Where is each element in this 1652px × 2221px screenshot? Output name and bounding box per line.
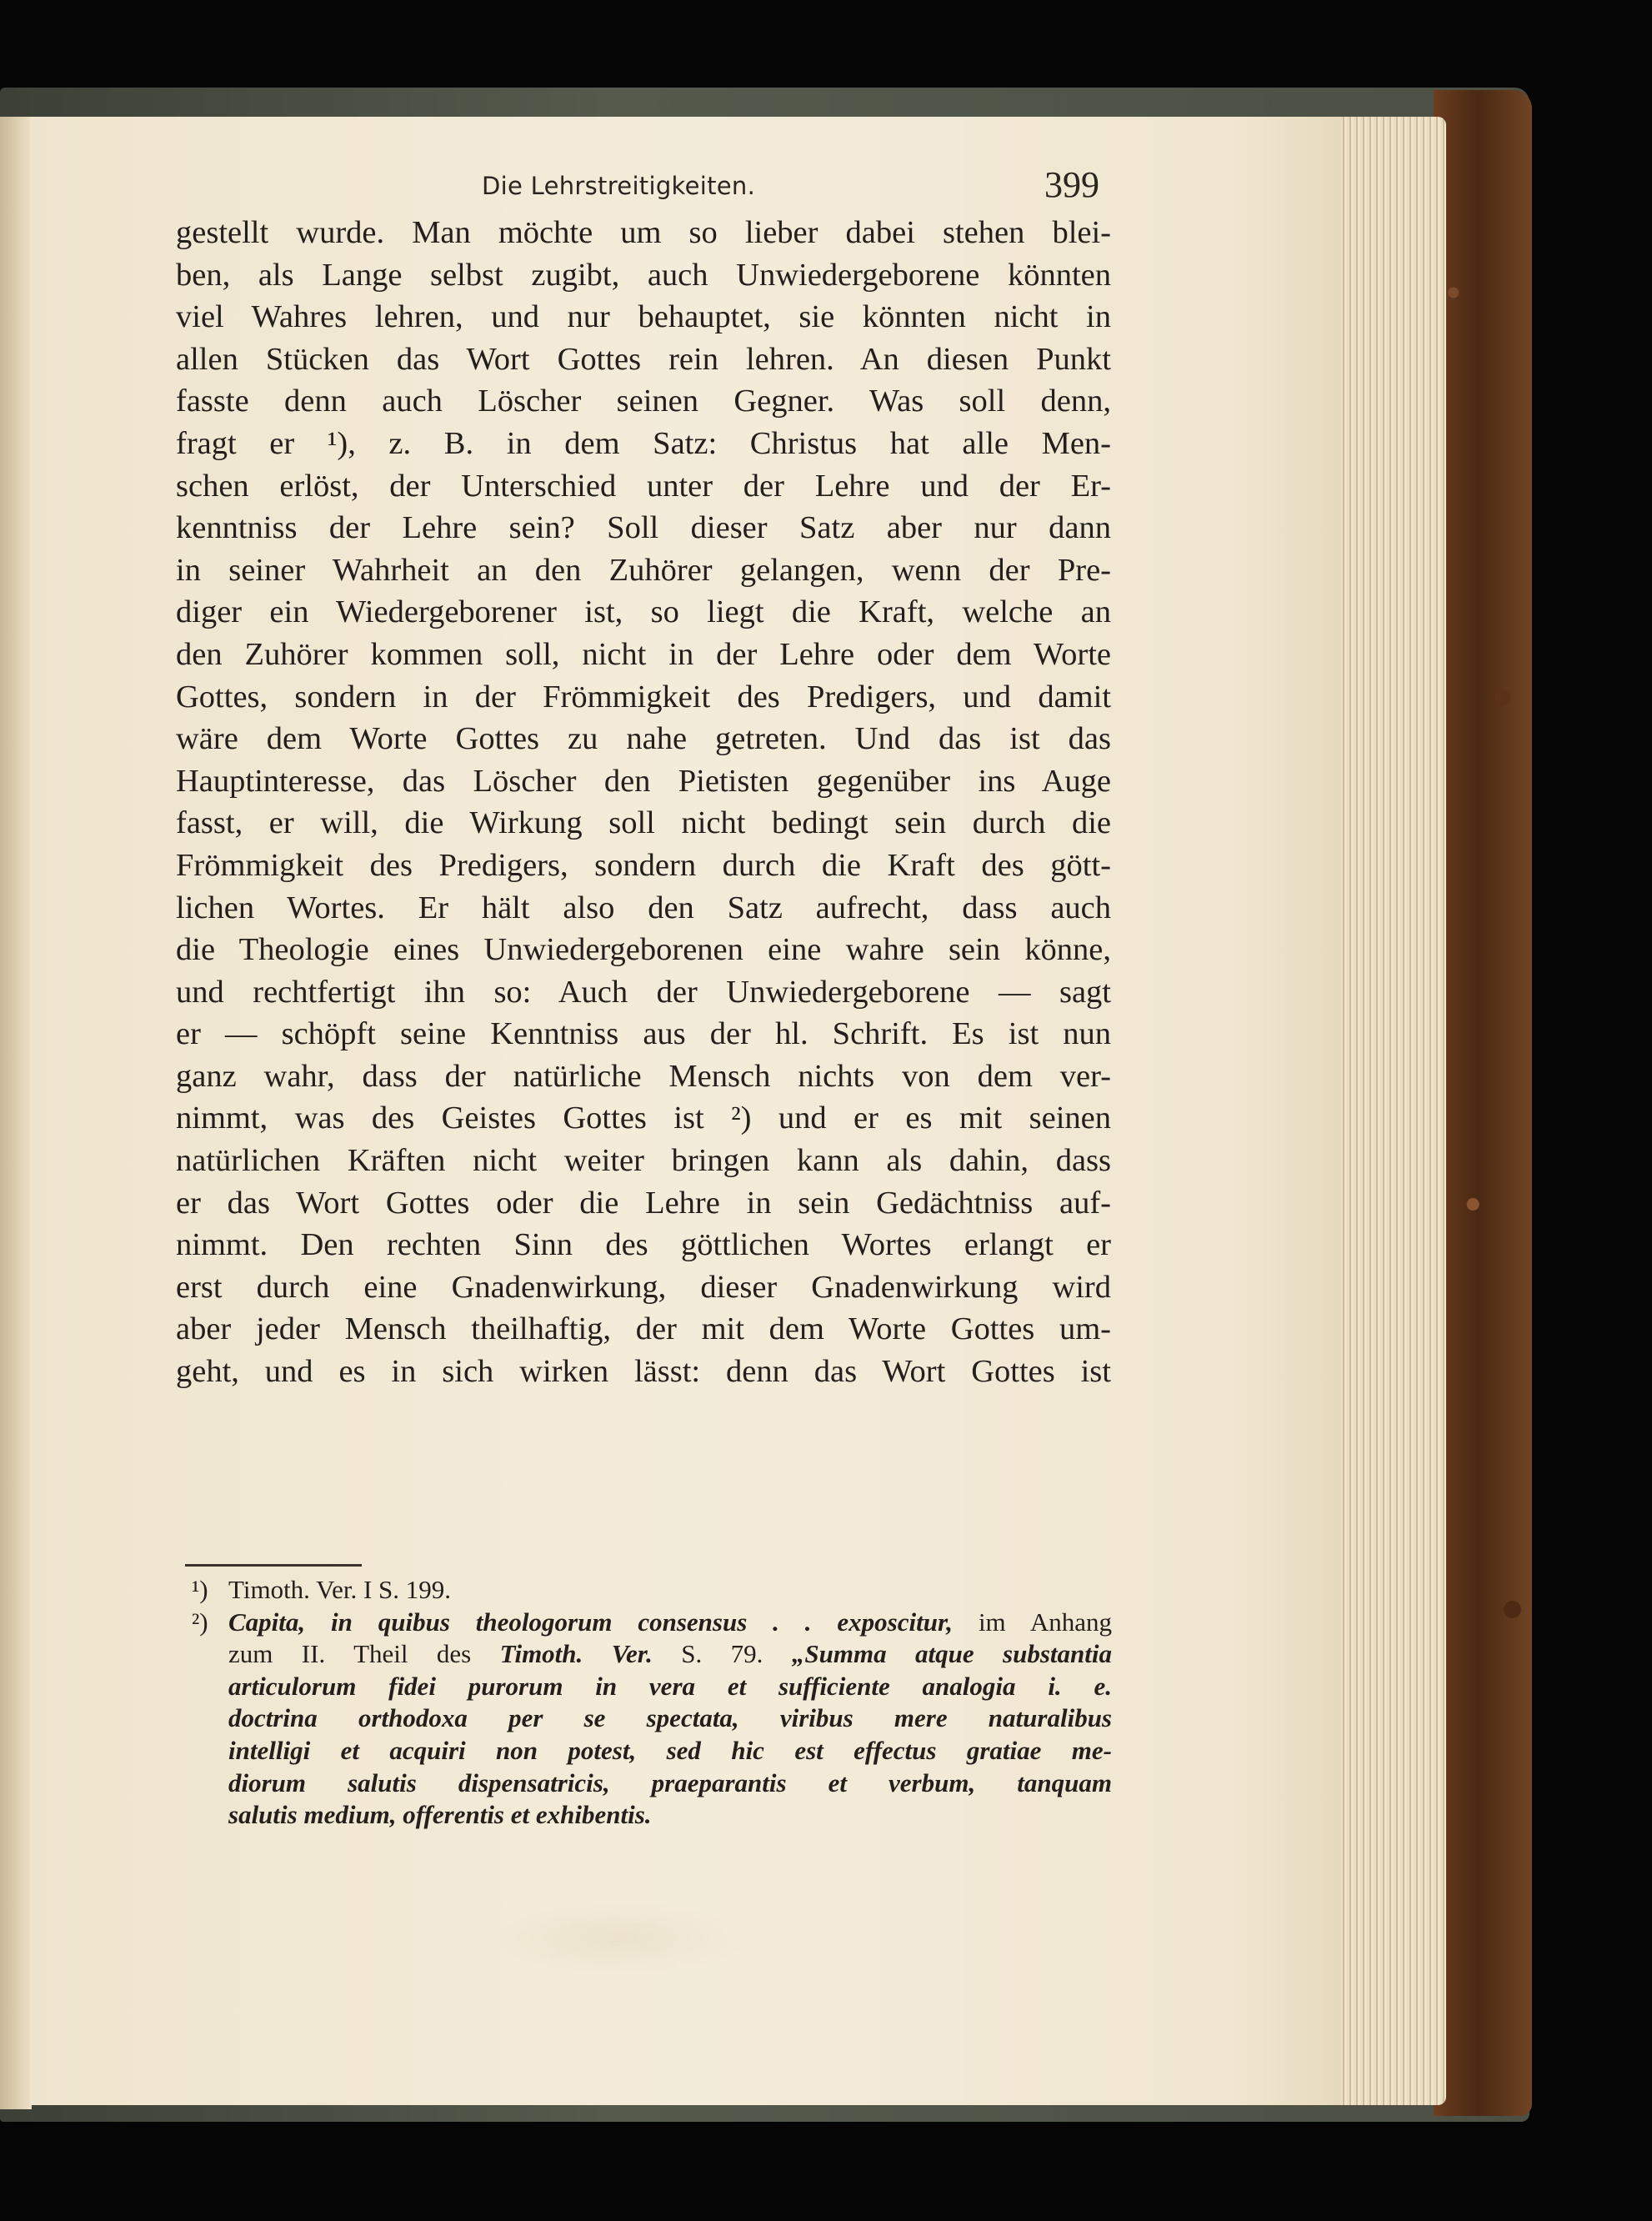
text-line: erst durch eine Gnadenwirkung, dieser Gnadenwirkung wird — [176, 1269, 1111, 1305]
footnote-text: Timoth. Ver. I S. 199. — [228, 1575, 452, 1604]
text-line: den Zuhörer kommen soll, nicht in der Lehre oder dem Worte — [176, 636, 1111, 672]
running-head: Die Lehrstreitigkeiten. — [482, 172, 756, 200]
text-line: die Theologie eines Unwiedergeborenen eine wahre sein könne, — [176, 932, 1111, 968]
footnote-line: doctrina orthodoxa per se spectata, viribus mere naturalibus — [228, 1703, 1112, 1733]
body-text — [176, 212, 1111, 1393]
text-line: fragt er ¹), z. B. in dem Satz: Christus hat alle Men- — [176, 425, 1111, 461]
text-line: viel Wahres lehren, und nur behauptet, sie könnten nicht in — [176, 299, 1111, 335]
text-line: nimmt. Den rechten Sinn des göttlichen Wortes erlangt er — [176, 1227, 1111, 1263]
text-line: kenntniss der Lehre sein? Soll dieser Satz aber nur dann — [176, 510, 1111, 546]
text-line: und rechtfertigt ihn so: Auch der Unwiedergeborene — sagt — [176, 974, 1111, 1010]
footnote-marker: ¹) — [192, 1575, 208, 1604]
text-line: allen Stücken das Wort Gottes rein lehren. An diesen Punkt — [176, 341, 1111, 377]
text-line: diger ein Wiedergeborener ist, so liegt die Kraft, welche an — [176, 594, 1111, 630]
text-line: ben, als Lange selbst zugibt, auch Unwiedergeborene könnten — [176, 257, 1111, 293]
text-line: schen erlöst, der Unterschied unter der Lehre und der Er- — [176, 468, 1111, 504]
text-line: wäre dem Worte Gottes zu nahe getreten. Und das ist das — [176, 721, 1111, 757]
text-line: fasst, er will, die Wirkung soll nicht bedingt sein durch die — [176, 805, 1111, 841]
facing-page-edge — [0, 117, 32, 2109]
footnote-line: intelligi et acquiri non potest, sed hic est effectus gratiae me- — [228, 1735, 1112, 1765]
text-line: er das Wort Gottes oder die Lehre in sein Gedächtniss auf- — [176, 1185, 1111, 1221]
text-line: Gottes, sondern in der Frömmigkeit des Predigers, und damit — [176, 679, 1111, 714]
page-edges — [1334, 117, 1446, 2105]
footnote-marker: ²) — [192, 1607, 208, 1637]
footnotes — [185, 1574, 1112, 1832]
text-line: fasste denn auch Löscher seinen Gegner. Was soll denn, — [176, 384, 1111, 419]
text-line: nimmt, was des Geistes Gottes ist ²) und er es mit seinen — [176, 1100, 1111, 1136]
footnote-line: Capita, in quibus theologorum consensus . . exposcitur, im Anhang — [228, 1607, 1112, 1637]
text-line: Frömmigkeit des Predigers, sondern durch die Kraft des gött- — [176, 847, 1111, 883]
text-line: natürlichen Kräften nicht weiter bringen kann als dahin, dass — [176, 1143, 1111, 1179]
text-line: gestellt wurde. Man möchte um so lieber dabei stehen blei- — [176, 215, 1111, 250]
text-line: Hauptinteresse, das Löscher den Pietisten gegenüber ins Auge — [176, 763, 1111, 799]
footnote-line: diorum salutis dispensatricis, praeparantis et verbum, tanquam — [228, 1767, 1112, 1797]
footnote-1 — [185, 1574, 1112, 1607]
footnote-rule — [185, 1564, 362, 1567]
marbled-cover-edge — [1434, 90, 1532, 2116]
footnote-line: articulorum fidei purorum in vera et sufficiente analogia i. e. — [228, 1671, 1112, 1701]
footnote-line: salutis medium, offerentis et exhibentis. — [228, 1800, 652, 1830]
text-line: geht, und es in sich wirken lässt: denn das Wort Gottes ist — [176, 1354, 1111, 1390]
text-line: aber jeder Mensch theilhaftig, der mit dem Worte Gottes um- — [176, 1311, 1111, 1347]
text-line: lichen Wortes. Er hält also den Satz aufrecht, dass auch — [176, 890, 1111, 925]
footnote-2 — [185, 1607, 1112, 1832]
footnote-line: zum II. Theil des Timoth. Ver. S. 79. „Summa atque substantia — [228, 1639, 1112, 1669]
text-line: er — schöpft seine Kenntniss aus der hl. Schrift. Es ist nun — [176, 1016, 1111, 1052]
text-line: ganz wahr, dass der natürliche Mensch nichts von dem ver- — [176, 1058, 1111, 1094]
text-line: in seiner Wahrheit an den Zuhörer gelangen, wenn der Pre- — [176, 552, 1111, 588]
page-number: 399 — [1044, 164, 1099, 205]
